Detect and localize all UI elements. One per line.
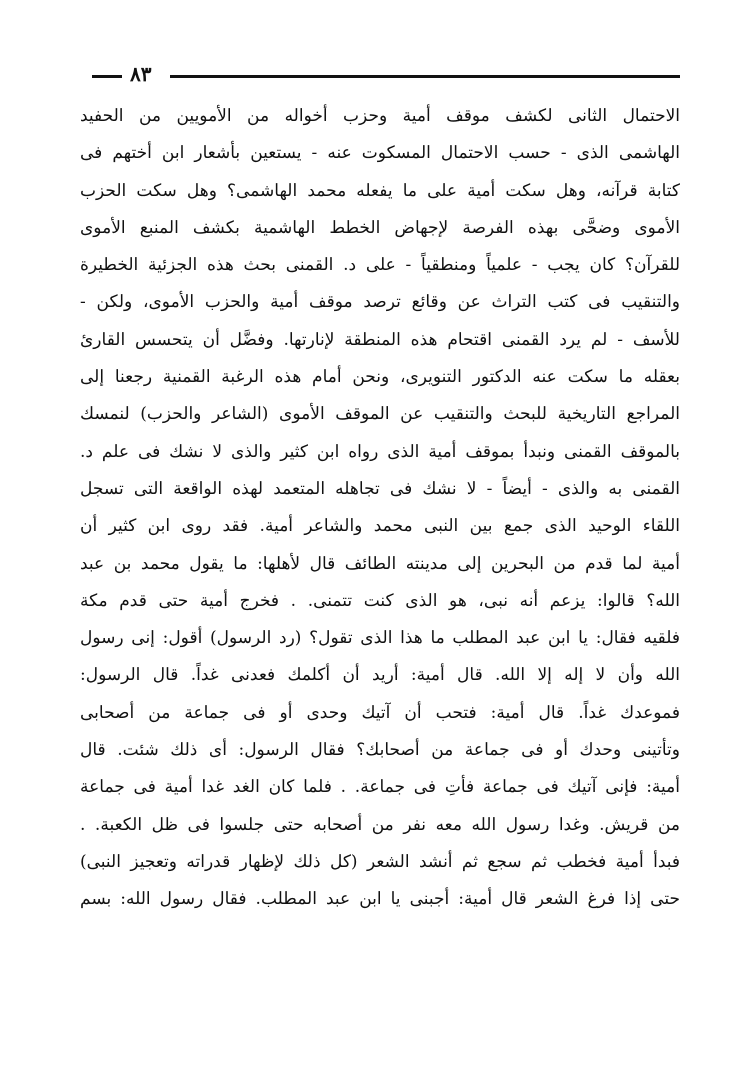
text-line: للأسف - لم يرد القمنى اقتحام هذه المنطقة لإنارتها. وفضَّل أن يتحسس القارئ [80,329,680,350]
text-line: وتأتينى وحدك أو فى جماعة من أصحابك؟ فقال الرسول: أى ذلك شئت. قال [80,740,680,761]
text-line: فلقيه فقال: يا ابن عبد المطلب ما هذا الذى تقول؟ (رد الرسول) أقول: إنى رسول [80,628,680,649]
text-line: حتى إذا فرغ الشعر قال أمية: أجبنى يا ابن عبد المطلب. فقال رسول الله: بسم [80,889,680,910]
text-line: بالموقف القمنى ونبدأ بموقف أمية الذى رواه ابن كثير والذى لا نشك فى علم د. [80,441,680,462]
text-line: كتابة قرآنه، وهل سكت أمية على ما يفعله محمد الهاشمى؟ وهل سكت الحزب [80,180,680,201]
text-line: الهاشمى الذى - حسب الاحتمال المسكوت عنه - يستعين بأشعار ابن أختهم فى [80,143,680,164]
text-line: الاحتمال الثانى لكشف موقف أمية وحزب أخواله من الأمويين من الحفيد [80,106,680,126]
text-line: الله؟ قالوا: يزعم أنه نبى، هو الذى كنت تتمنى. . فخرج أمية حتى قدم مكة [80,590,680,611]
header-rule-short [92,75,122,78]
text-line: الأموى وضحَّى بهذه الفرصة لإجهاض الخطط الهاشمية بكشف المنبع الأموى [80,217,680,238]
text-line: للقرآن؟ كان يجب - علمياً ومنطقياً - على د. القمنى بحث هذه الجزئية الخطيرة [80,255,680,276]
text-line: أمية لما قدم من البحرين إلى مدينته الطائف قال لأهلها: ما يقول محمد بن عبد [80,553,680,574]
text-line: المراجع التاريخية للبحث والتنقيب عن الموقف الأموى (الشاعر والحزب) لنمسك [80,404,680,425]
text-line: اللقاء الوحيد الذى جمع بين النبى محمد والشاعر أمية. فقد روى ابن كثير أن [80,516,680,537]
header-rule-long [170,75,680,78]
page-number: ٨٣ [130,62,152,86]
text-line: الله وأن لا إله إلا الله. قال أمية: أريد أن أكلمك فعدنى غداً. قال الرسول: [80,665,680,686]
text-line: القمنى به والذى - أيضاً - لا نشك فى تجاهله المتعمد لهذه الواقعة التى تسجل [80,478,680,499]
text-line: والتنقيب فى كتب التراث عن وقائع ترصد موقف أمية والحزب الأموى، ولكن - [80,292,680,313]
page-header [92,62,680,86]
text-line: فموعدك غداً. قال أمية: فتحب أن آتيك وحدى أو فى جماعة من أصحابى [80,702,680,723]
text-line: بعقله ما سكت عنه الدكتور التنويرى، ونحن أمام هذه الرغبة القمنية رجعنا إلى [80,367,680,388]
body-text [80,98,680,919]
text-line: فبدأ أمية فخطب ثم سجع ثم أنشد الشعر (كل ذلك لإظهار قدراته وتعجيز النبى) [80,851,680,872]
text-line: أمية: فإنى آتيك فى جماعة فأتِ فى جماعة. . فلما كان الغد غدا أمية فى جماعة [80,777,680,798]
text-line: من قريش. وغدا رسول الله معه نفر من أصحابه حتى جلسوا فى ظل الكعبة. . [80,814,680,835]
